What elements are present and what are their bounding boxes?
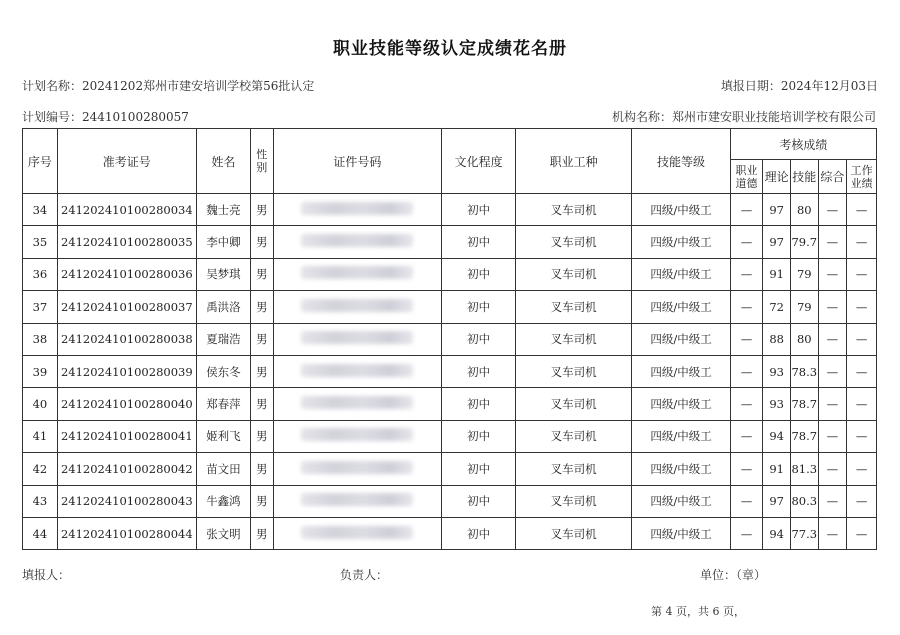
cell-gender: 男: [251, 420, 273, 452]
cell-theory: 97: [763, 226, 791, 258]
fill-date: 填报日期：2024年12月03日: [720, 79, 878, 93]
cell-job: 叉车司机: [515, 420, 632, 452]
cell-ticket: 241202410100280041: [57, 420, 196, 452]
cell-theory: 97: [763, 485, 791, 517]
cell-overall: —: [818, 453, 847, 485]
cell-ticket: 241202410100280037: [57, 291, 196, 323]
table-row: [23, 323, 877, 355]
cell-skill: 80.3: [790, 485, 818, 517]
cell-ticket: 241202410100280039: [57, 355, 196, 387]
cell-level: 四级/中级工: [632, 323, 730, 355]
cell-id-redacted: [273, 258, 442, 290]
cell-seq: 36: [23, 258, 58, 290]
col-header-performance: 工作业绩: [847, 160, 877, 194]
cell-name: 夏瑞浩: [196, 323, 250, 355]
cell-overall: —: [818, 323, 847, 355]
table-row: [23, 226, 877, 258]
table-row: [23, 291, 877, 323]
col-header-education: 文化程度: [442, 129, 516, 194]
cell-ethics: —: [730, 517, 763, 549]
cell-ethics: —: [730, 388, 763, 420]
cell-ticket: 241202410100280038: [57, 323, 196, 355]
table-row: [23, 453, 877, 485]
cell-level: 四级/中级工: [632, 194, 730, 226]
cell-skill: 79: [790, 291, 818, 323]
cell-ticket: 241202410100280042: [57, 453, 196, 485]
table-row: [23, 258, 877, 290]
cell-level: 四级/中级工: [632, 388, 730, 420]
cell-overall: —: [818, 194, 847, 226]
cell-overall: —: [818, 517, 847, 549]
cell-job: 叉车司机: [515, 291, 632, 323]
cell-ethics: —: [730, 485, 763, 517]
cell-id-redacted: [273, 355, 442, 387]
cell-overall: —: [818, 485, 847, 517]
cell-skill: 78.7: [790, 420, 818, 452]
cell-name: 侯东冬: [196, 355, 250, 387]
cell-job: 叉车司机: [515, 453, 632, 485]
cell-skill: 80: [790, 323, 818, 355]
cell-seq: 34: [23, 194, 58, 226]
cell-education: 初中: [442, 323, 516, 355]
redacted-id-mask: [301, 331, 413, 344]
cell-skill: 80: [790, 194, 818, 226]
cell-education: 初中: [442, 485, 516, 517]
col-header-ethics: 职业道德: [730, 160, 763, 194]
cell-name: 姬利飞: [196, 420, 250, 452]
filler-label: 填报人：: [22, 568, 71, 582]
table-row: [23, 517, 877, 549]
cell-theory: 88: [763, 323, 791, 355]
cell-name: 郑春萍: [196, 388, 250, 420]
redacted-id-mask: [301, 364, 413, 377]
redacted-id-mask: [301, 266, 413, 279]
cell-ticket: 241202410100280043: [57, 485, 196, 517]
cell-skill: 78.7: [790, 388, 818, 420]
cell-ethics: —: [730, 194, 763, 226]
cell-job: 叉车司机: [515, 226, 632, 258]
cell-level: 四级/中级工: [632, 453, 730, 485]
col-header-skill: 技能: [790, 160, 818, 194]
cell-id-redacted: [273, 453, 442, 485]
cell-education: 初中: [442, 258, 516, 290]
col-header-seq: 序号: [23, 129, 58, 194]
cell-gender: 男: [251, 388, 273, 420]
redacted-id-mask: [301, 234, 413, 247]
cell-job: 叉车司机: [515, 485, 632, 517]
score-roster-table: [22, 128, 877, 550]
cell-performance: —: [847, 485, 877, 517]
cell-job: 叉车司机: [515, 323, 632, 355]
cell-job: 叉车司机: [515, 194, 632, 226]
cell-gender: 男: [251, 453, 273, 485]
cell-theory: 97: [763, 194, 791, 226]
col-header-ticket: 准考证号: [57, 129, 196, 194]
cell-id-redacted: [273, 517, 442, 549]
cell-name: 张文明: [196, 517, 250, 549]
cell-level: 四级/中级工: [632, 485, 730, 517]
cell-seq: 44: [23, 517, 58, 549]
cell-id-redacted: [273, 323, 442, 355]
cell-job: 叉车司机: [515, 258, 632, 290]
cell-seq: 42: [23, 453, 58, 485]
redacted-id-mask: [301, 396, 413, 409]
col-header-level: 技能等级: [632, 129, 730, 194]
cell-gender: 男: [251, 517, 273, 549]
table-row: [23, 420, 877, 452]
page-title: 职业技能等级认定成绩花名册: [333, 39, 567, 59]
redacted-id-mask: [301, 461, 413, 474]
org-name: 机构名称：郑州市建安职业技能培训学校有限公司: [611, 110, 876, 124]
cell-gender: 男: [251, 226, 273, 258]
cell-gender: 男: [251, 355, 273, 387]
cell-overall: —: [818, 291, 847, 323]
cell-skill: 81.3: [790, 453, 818, 485]
table-row: [23, 485, 877, 517]
table-row: [23, 388, 877, 420]
cell-ethics: —: [730, 323, 763, 355]
cell-id-redacted: [273, 485, 442, 517]
cell-education: 初中: [442, 420, 516, 452]
cell-ticket: 241202410100280035: [57, 226, 196, 258]
cell-name: 牛鑫鸿: [196, 485, 250, 517]
redacted-id-mask: [301, 202, 413, 215]
cell-education: 初中: [442, 517, 516, 549]
cell-level: 四级/中级工: [632, 291, 730, 323]
cell-name: 吴梦琪: [196, 258, 250, 290]
cell-seq: 37: [23, 291, 58, 323]
cell-ticket: 241202410100280040: [57, 388, 196, 420]
cell-theory: 94: [763, 420, 791, 452]
cell-education: 初中: [442, 388, 516, 420]
cell-gender: 男: [251, 485, 273, 517]
table-row: [23, 355, 877, 387]
cell-id-redacted: [273, 388, 442, 420]
redacted-id-mask: [301, 493, 413, 506]
col-header-gender: 性别: [251, 129, 273, 194]
cell-gender: 男: [251, 291, 273, 323]
cell-ticket: 241202410100280034: [57, 194, 196, 226]
cell-id-redacted: [273, 291, 442, 323]
cell-gender: 男: [251, 194, 273, 226]
table-row: [23, 194, 877, 226]
responsible-label: 负责人：: [340, 568, 389, 582]
cell-education: 初中: [442, 355, 516, 387]
col-header-id: 证件号码: [273, 129, 442, 194]
unit-stamp-label: 单位：（章）: [700, 568, 767, 582]
cell-id-redacted: [273, 194, 442, 226]
cell-seq: 43: [23, 485, 58, 517]
cell-job: 叉车司机: [515, 388, 632, 420]
col-header-overall: 综合: [818, 160, 847, 194]
cell-overall: —: [818, 355, 847, 387]
cell-overall: —: [818, 258, 847, 290]
col-header-theory: 理论: [763, 160, 791, 194]
cell-education: 初中: [442, 291, 516, 323]
redacted-id-mask: [301, 299, 413, 312]
plan-number: 计划编号：24410100280057: [22, 110, 189, 124]
cell-performance: —: [847, 194, 877, 226]
cell-theory: 91: [763, 453, 791, 485]
cell-education: 初中: [442, 194, 516, 226]
cell-seq: 41: [23, 420, 58, 452]
cell-skill: 79.7: [790, 226, 818, 258]
cell-seq: 35: [23, 226, 58, 258]
redacted-id-mask: [301, 428, 413, 441]
page-indicator: 第 4 页，共 6 页，: [651, 605, 745, 618]
cell-theory: 72: [763, 291, 791, 323]
cell-performance: —: [847, 517, 877, 549]
cell-ethics: —: [730, 291, 763, 323]
cell-education: 初中: [442, 453, 516, 485]
cell-ethics: —: [730, 355, 763, 387]
cell-skill: 79: [790, 258, 818, 290]
cell-level: 四级/中级工: [632, 226, 730, 258]
cell-performance: —: [847, 388, 877, 420]
cell-id-redacted: [273, 420, 442, 452]
cell-level: 四级/中级工: [632, 355, 730, 387]
cell-skill: 78.3: [790, 355, 818, 387]
cell-job: 叉车司机: [515, 517, 632, 549]
cell-ticket: 241202410100280036: [57, 258, 196, 290]
cell-ethics: —: [730, 420, 763, 452]
cell-performance: —: [847, 226, 877, 258]
redacted-id-mask: [301, 526, 413, 539]
cell-level: 四级/中级工: [632, 517, 730, 549]
col-header-name: 姓名: [196, 129, 250, 194]
cell-id-redacted: [273, 226, 442, 258]
cell-performance: —: [847, 323, 877, 355]
cell-level: 四级/中级工: [632, 258, 730, 290]
col-header-score-group: 考核成绩: [730, 129, 876, 160]
col-header-job: 职业工种: [515, 129, 632, 194]
cell-education: 初中: [442, 226, 516, 258]
cell-name: 禹洪洛: [196, 291, 250, 323]
cell-ethics: —: [730, 226, 763, 258]
cell-performance: —: [847, 420, 877, 452]
cell-ethics: —: [730, 258, 763, 290]
cell-seq: 39: [23, 355, 58, 387]
cell-job: 叉车司机: [515, 355, 632, 387]
cell-gender: 男: [251, 258, 273, 290]
cell-theory: 93: [763, 355, 791, 387]
plan-name: 计划名称：20241202郑州市建安培训学校第56批认定: [22, 79, 315, 93]
cell-name: 魏士亮: [196, 194, 250, 226]
cell-name: 李中卿: [196, 226, 250, 258]
cell-performance: —: [847, 258, 877, 290]
cell-overall: —: [818, 388, 847, 420]
cell-performance: —: [847, 355, 877, 387]
cell-gender: 男: [251, 323, 273, 355]
cell-performance: —: [847, 453, 877, 485]
cell-overall: —: [818, 420, 847, 452]
cell-level: 四级/中级工: [632, 420, 730, 452]
cell-ticket: 241202410100280044: [57, 517, 196, 549]
cell-seq: 40: [23, 388, 58, 420]
cell-overall: —: [818, 226, 847, 258]
cell-name: 苗文田: [196, 453, 250, 485]
cell-ethics: —: [730, 453, 763, 485]
cell-theory: 94: [763, 517, 791, 549]
cell-skill: 77.3: [790, 517, 818, 549]
cell-seq: 38: [23, 323, 58, 355]
cell-theory: 91: [763, 258, 791, 290]
cell-performance: —: [847, 291, 877, 323]
cell-theory: 93: [763, 388, 791, 420]
